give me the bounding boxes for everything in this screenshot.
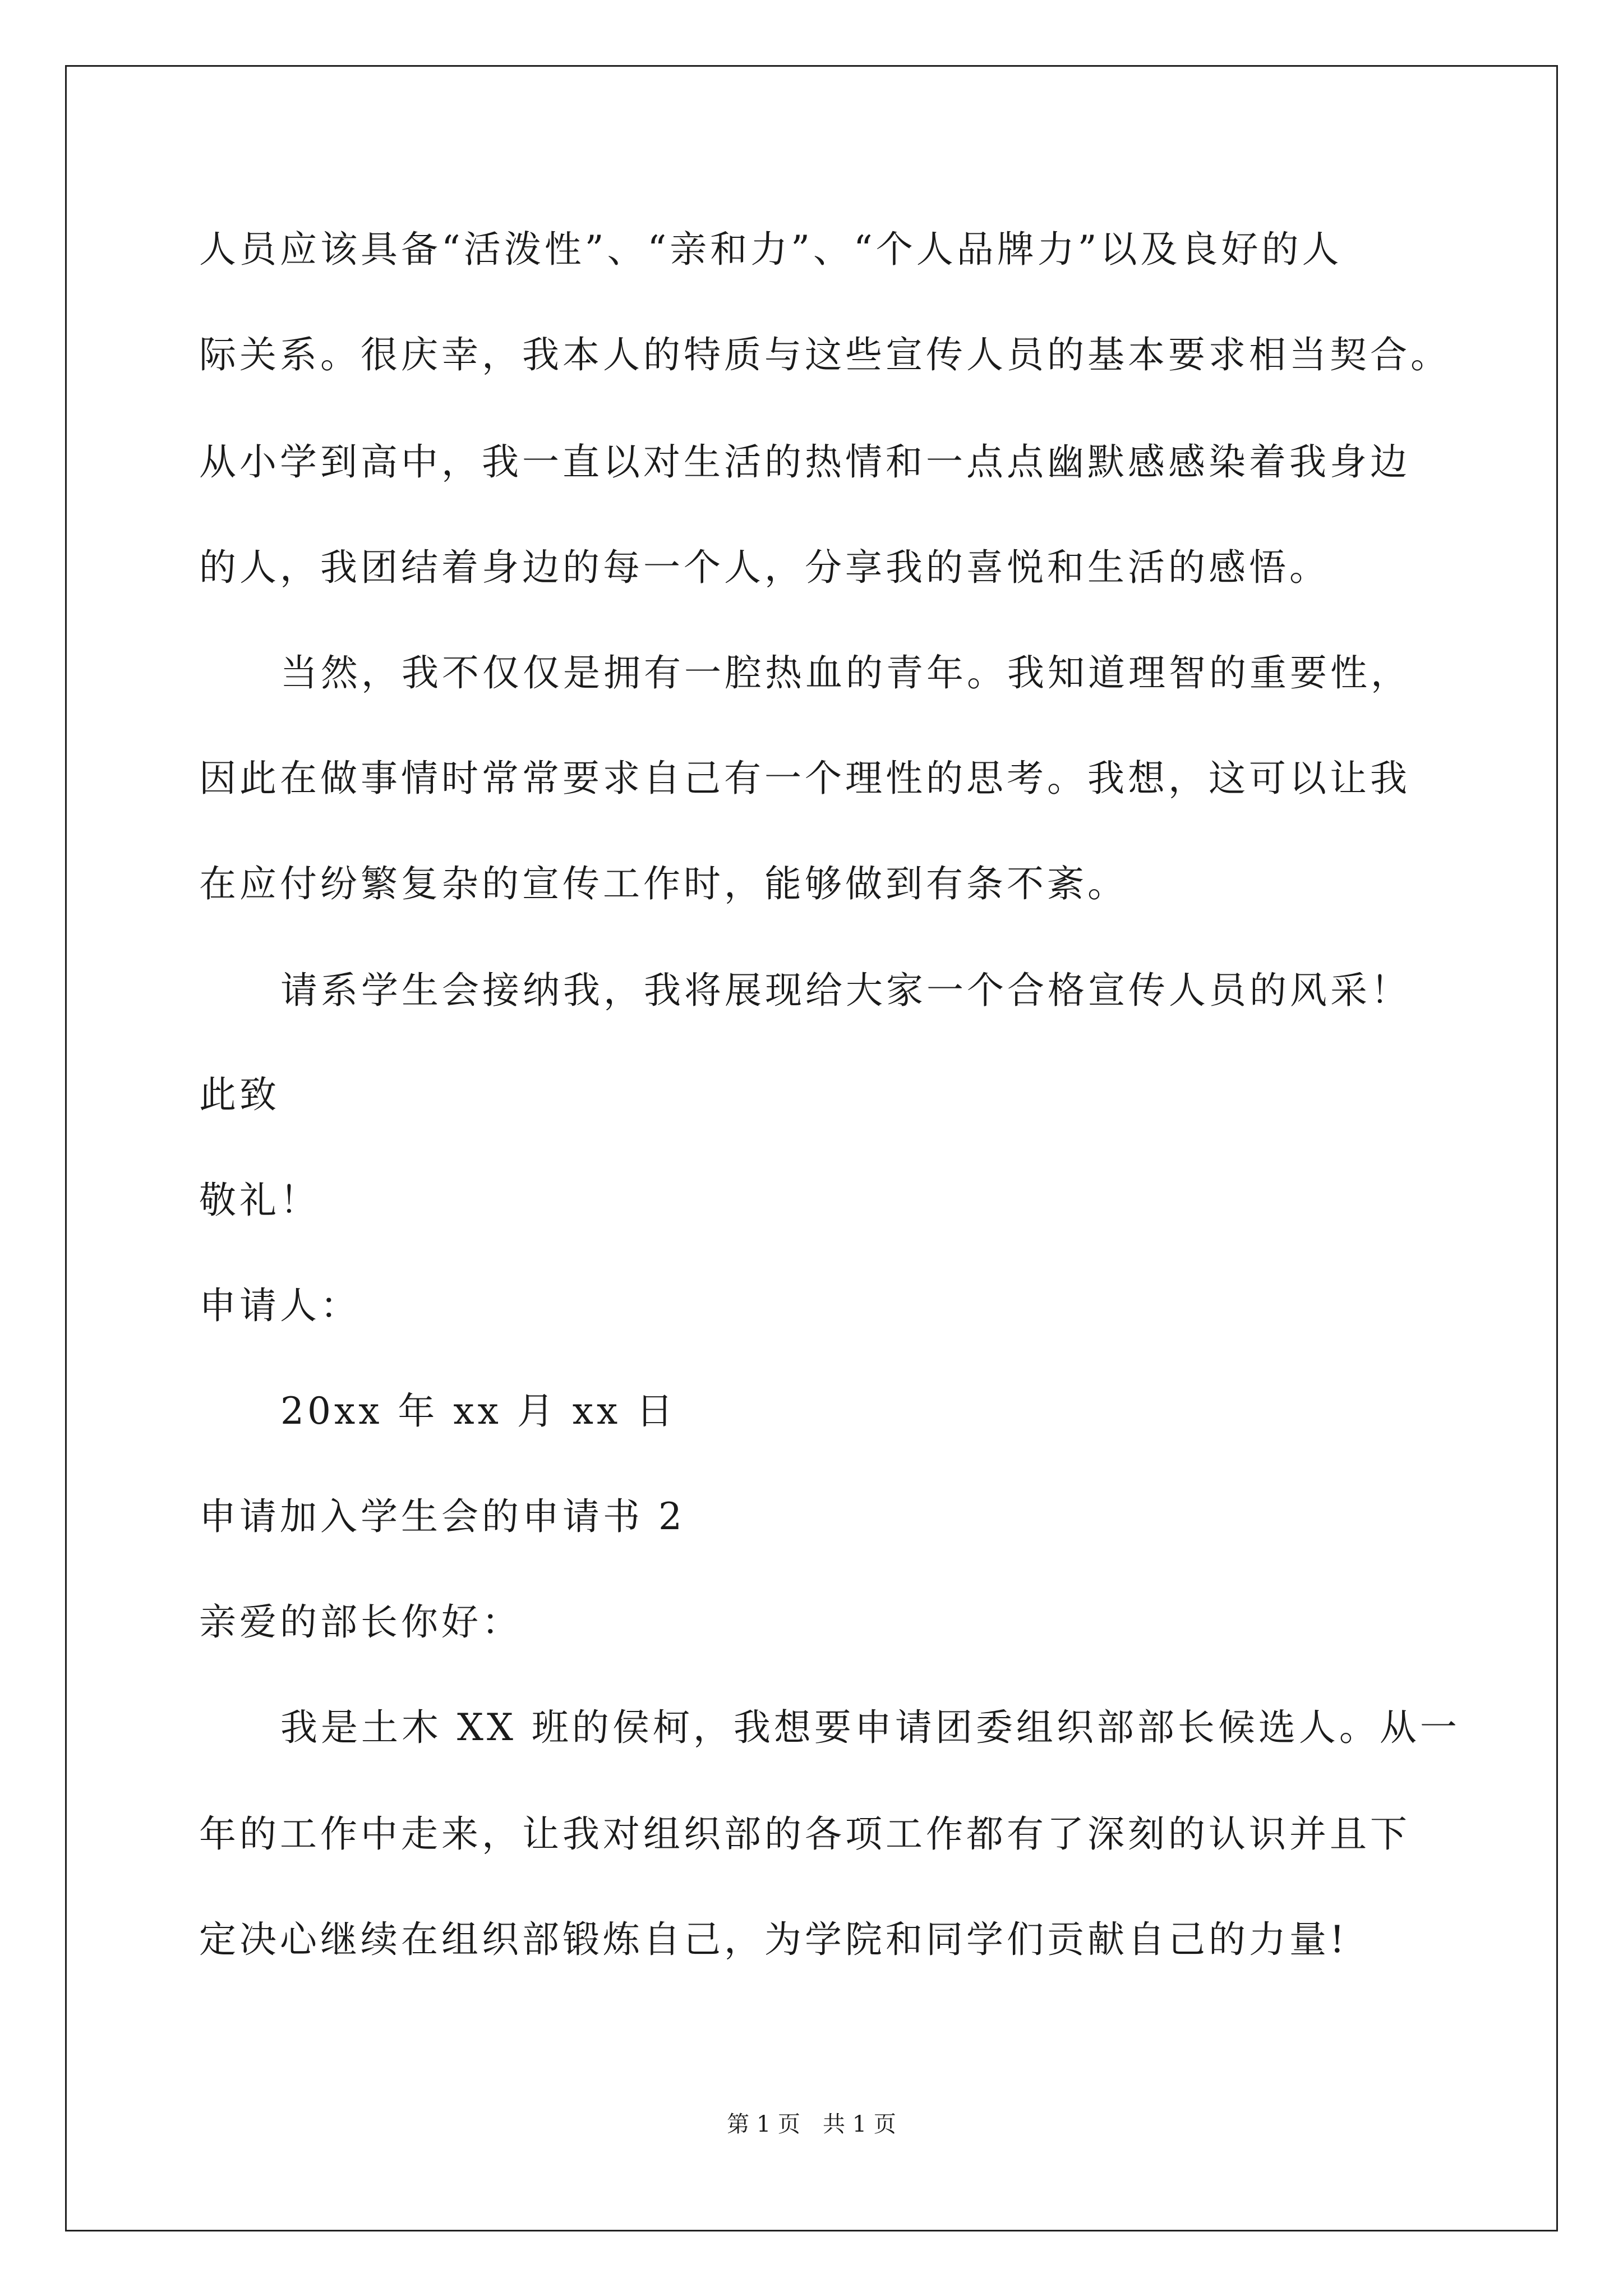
body-line-7: 在应付纷繁复杂的宣传工作时，能够做到有条不紊。 (199, 862, 1128, 905)
body-line-2: 际关系。很庆幸，我本人的特质与这些宣传人员的基本要求相当契合。 (199, 333, 1451, 376)
closing-paragraph: 请系学生会接纳我，我将展现给大家一个合格宣传人员的风采！ (280, 969, 1411, 1012)
paragraph-start-2: 我是土木 XX 班的侯柯，我想要申请团委组织部部长候选人。从一 (280, 1706, 1460, 1749)
date-line: 20xx 年 xx 月 xx 日 (280, 1389, 677, 1433)
applicant-label: 申请人： (199, 1284, 361, 1327)
body-line-17: 定决心继续在组织部锻炼自己，为学院和同学们贡献自己的力量! (199, 1918, 1348, 1961)
section-heading: 申请加入学生会的申请书 2 (199, 1495, 685, 1538)
salutation-jingli: 敬礼！ (199, 1179, 320, 1222)
body-line-6: 因此在做事情时常常要求自己有一个理性的思考。我想，这可以让我 (199, 757, 1410, 800)
page-border (65, 65, 1558, 2231)
body-line-3: 从小学到高中，我一直以对生活的热情和一点点幽默感感染着我身边 (199, 440, 1410, 484)
salutation-cizhi: 此致 (199, 1073, 280, 1116)
paragraph-start: 当然，我不仅仅是拥有一腔热血的青年。我知道理智的重要性， (280, 651, 1411, 694)
body-line-16: 年的工作中走来，让我对组织部的各项工作都有了深刻的认识并且下 (199, 1812, 1410, 1856)
body-line-1: 人员应该具备“活泼性”、“亲和力”、“个人品牌力”以及良好的人 (199, 228, 1343, 271)
page-number-footer: 第 1 页 共 1 页 (727, 2111, 896, 2137)
body-line-4: 的人，我团结着身边的每一个人，分享我的喜悦和生活的感悟。 (199, 546, 1330, 589)
greeting-line: 亲爱的部长你好： (199, 1600, 522, 1644)
